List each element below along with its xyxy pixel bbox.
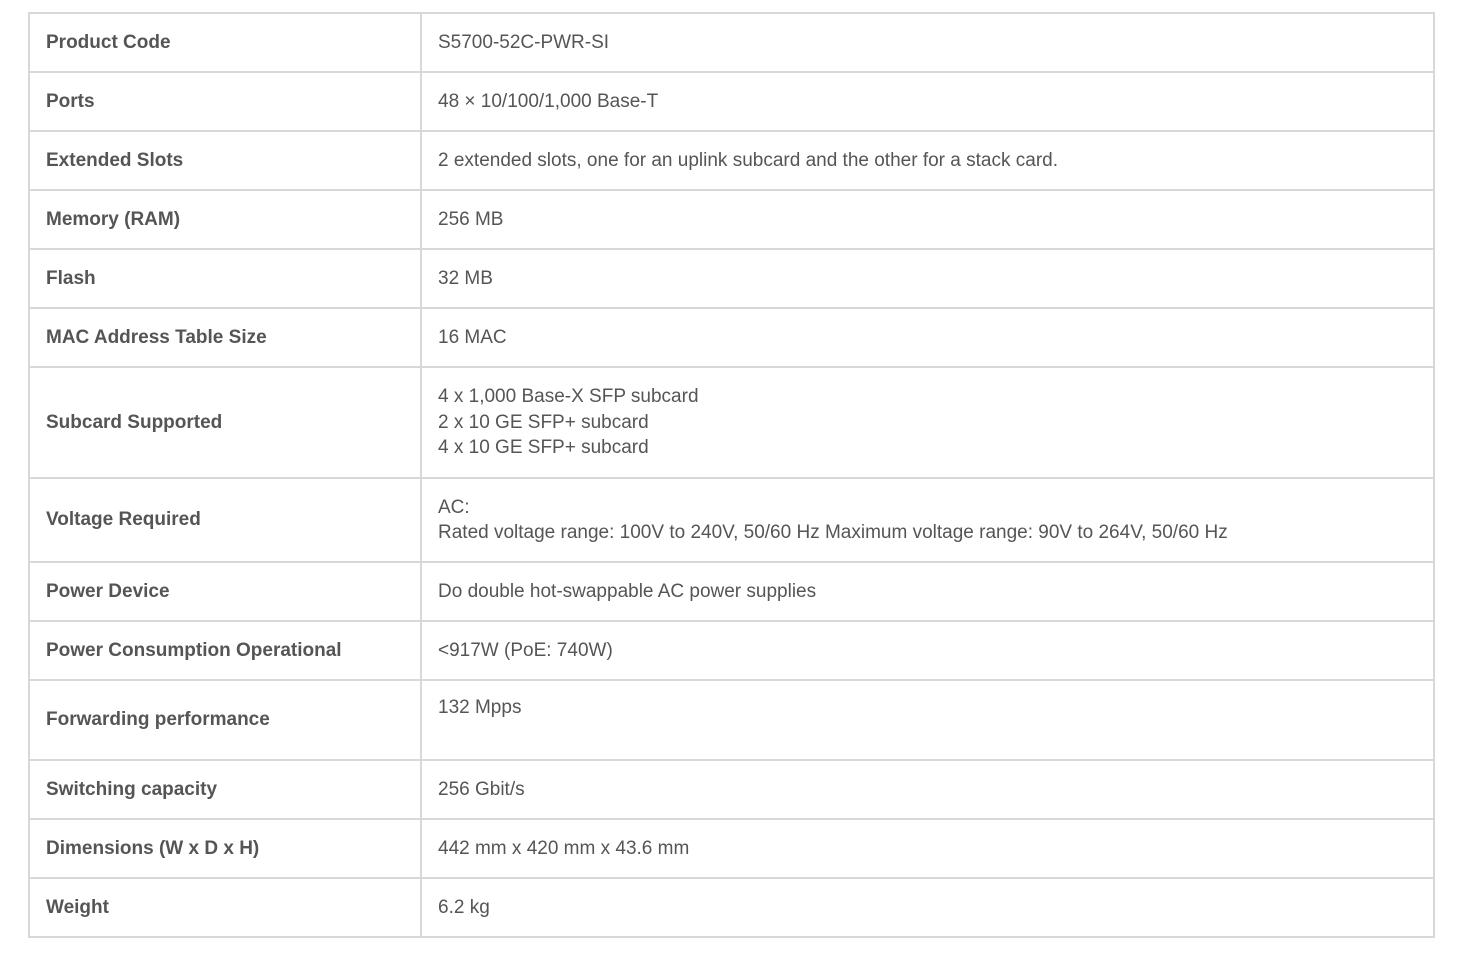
row-value-voltage-required	[421, 478, 1434, 562]
table-row	[29, 131, 1434, 190]
table-row	[29, 562, 1434, 621]
value-line: 442 mm x 420 mm x 43.6 mm	[438, 837, 690, 859]
table-row	[29, 367, 1434, 478]
table-row	[29, 621, 1434, 680]
value-line: 48 × 10/100/1,000 Base-T	[438, 90, 659, 112]
table-row	[29, 680, 1434, 760]
row-value-forwarding-performance	[421, 680, 1434, 760]
row-label-power-device: Power Device	[29, 562, 421, 621]
table-row	[29, 478, 1434, 562]
row-label-voltage-required: Voltage Required	[29, 478, 421, 562]
table-row	[29, 249, 1434, 308]
value-line: 16 MAC	[438, 326, 507, 348]
value-line: 4 x 1,000 Base-X SFP subcard	[438, 386, 699, 408]
value-line: 256 Gbit/s	[438, 778, 525, 800]
row-label-switching-capacity: Switching capacity	[29, 760, 421, 819]
table-row	[29, 819, 1434, 878]
row-value-ports	[421, 72, 1434, 131]
row-value-dimensions	[421, 819, 1434, 878]
row-value-mac-table-size	[421, 308, 1434, 367]
table-row	[29, 190, 1434, 249]
row-value-extended-slots	[421, 131, 1434, 190]
value-line: <917W (PoE: 740W)	[438, 639, 613, 661]
row-value-product-code	[421, 13, 1434, 72]
row-value-flash	[421, 249, 1434, 308]
row-label-flash: Flash	[29, 249, 421, 308]
row-label-memory: Memory (RAM)	[29, 190, 421, 249]
value-line: AC:	[438, 496, 470, 518]
row-label-ports: Ports	[29, 72, 421, 131]
value-line: Do double hot-swappable AC power supplies	[438, 580, 817, 602]
row-label-product-code: Product Code	[29, 13, 421, 72]
row-value-power-device	[421, 562, 1434, 621]
row-label-mac-table-size: MAC Address Table Size	[29, 308, 421, 367]
table-row	[29, 308, 1434, 367]
row-value-weight	[421, 878, 1434, 937]
table-row	[29, 13, 1434, 72]
row-label-forwarding-performance: Forwarding performance	[29, 680, 421, 760]
row-value-subcard-supported	[421, 367, 1434, 478]
value-line: 2 extended slots, one for an uplink subcard and the other for a stack card.	[438, 149, 1058, 171]
value-line: Rated voltage range: 100V to 240V, 50/60 Hz Maximum voltage range: 90V to 264V, 50/60 Hz	[438, 522, 1228, 543]
spec-table	[28, 12, 1435, 938]
value-line: 4 x 10 GE SFP+ subcard	[438, 437, 649, 459]
value-line: 32 MB	[438, 267, 493, 289]
value-line: S5700-52C-PWR-SI	[438, 31, 610, 53]
row-label-power-consumption: Power Consumption Operational	[29, 621, 421, 680]
table-row	[29, 760, 1434, 819]
row-label-extended-slots: Extended Slots	[29, 131, 421, 190]
value-line: 132 Mpps	[438, 697, 522, 718]
table-row	[29, 878, 1434, 937]
row-label-weight: Weight	[29, 878, 421, 937]
value-line: 6.2 kg	[438, 896, 490, 918]
row-value-power-consumption	[421, 621, 1434, 680]
row-label-dimensions: Dimensions (W x D x H)	[29, 819, 421, 878]
row-label-subcard-supported: Subcard Supported	[29, 367, 421, 478]
value-line: 2 x 10 GE SFP+ subcard	[438, 411, 649, 433]
table-row	[29, 72, 1434, 131]
row-value-memory	[421, 190, 1434, 249]
row-value-switching-capacity	[421, 760, 1434, 819]
value-line: 256 MB	[438, 208, 504, 230]
